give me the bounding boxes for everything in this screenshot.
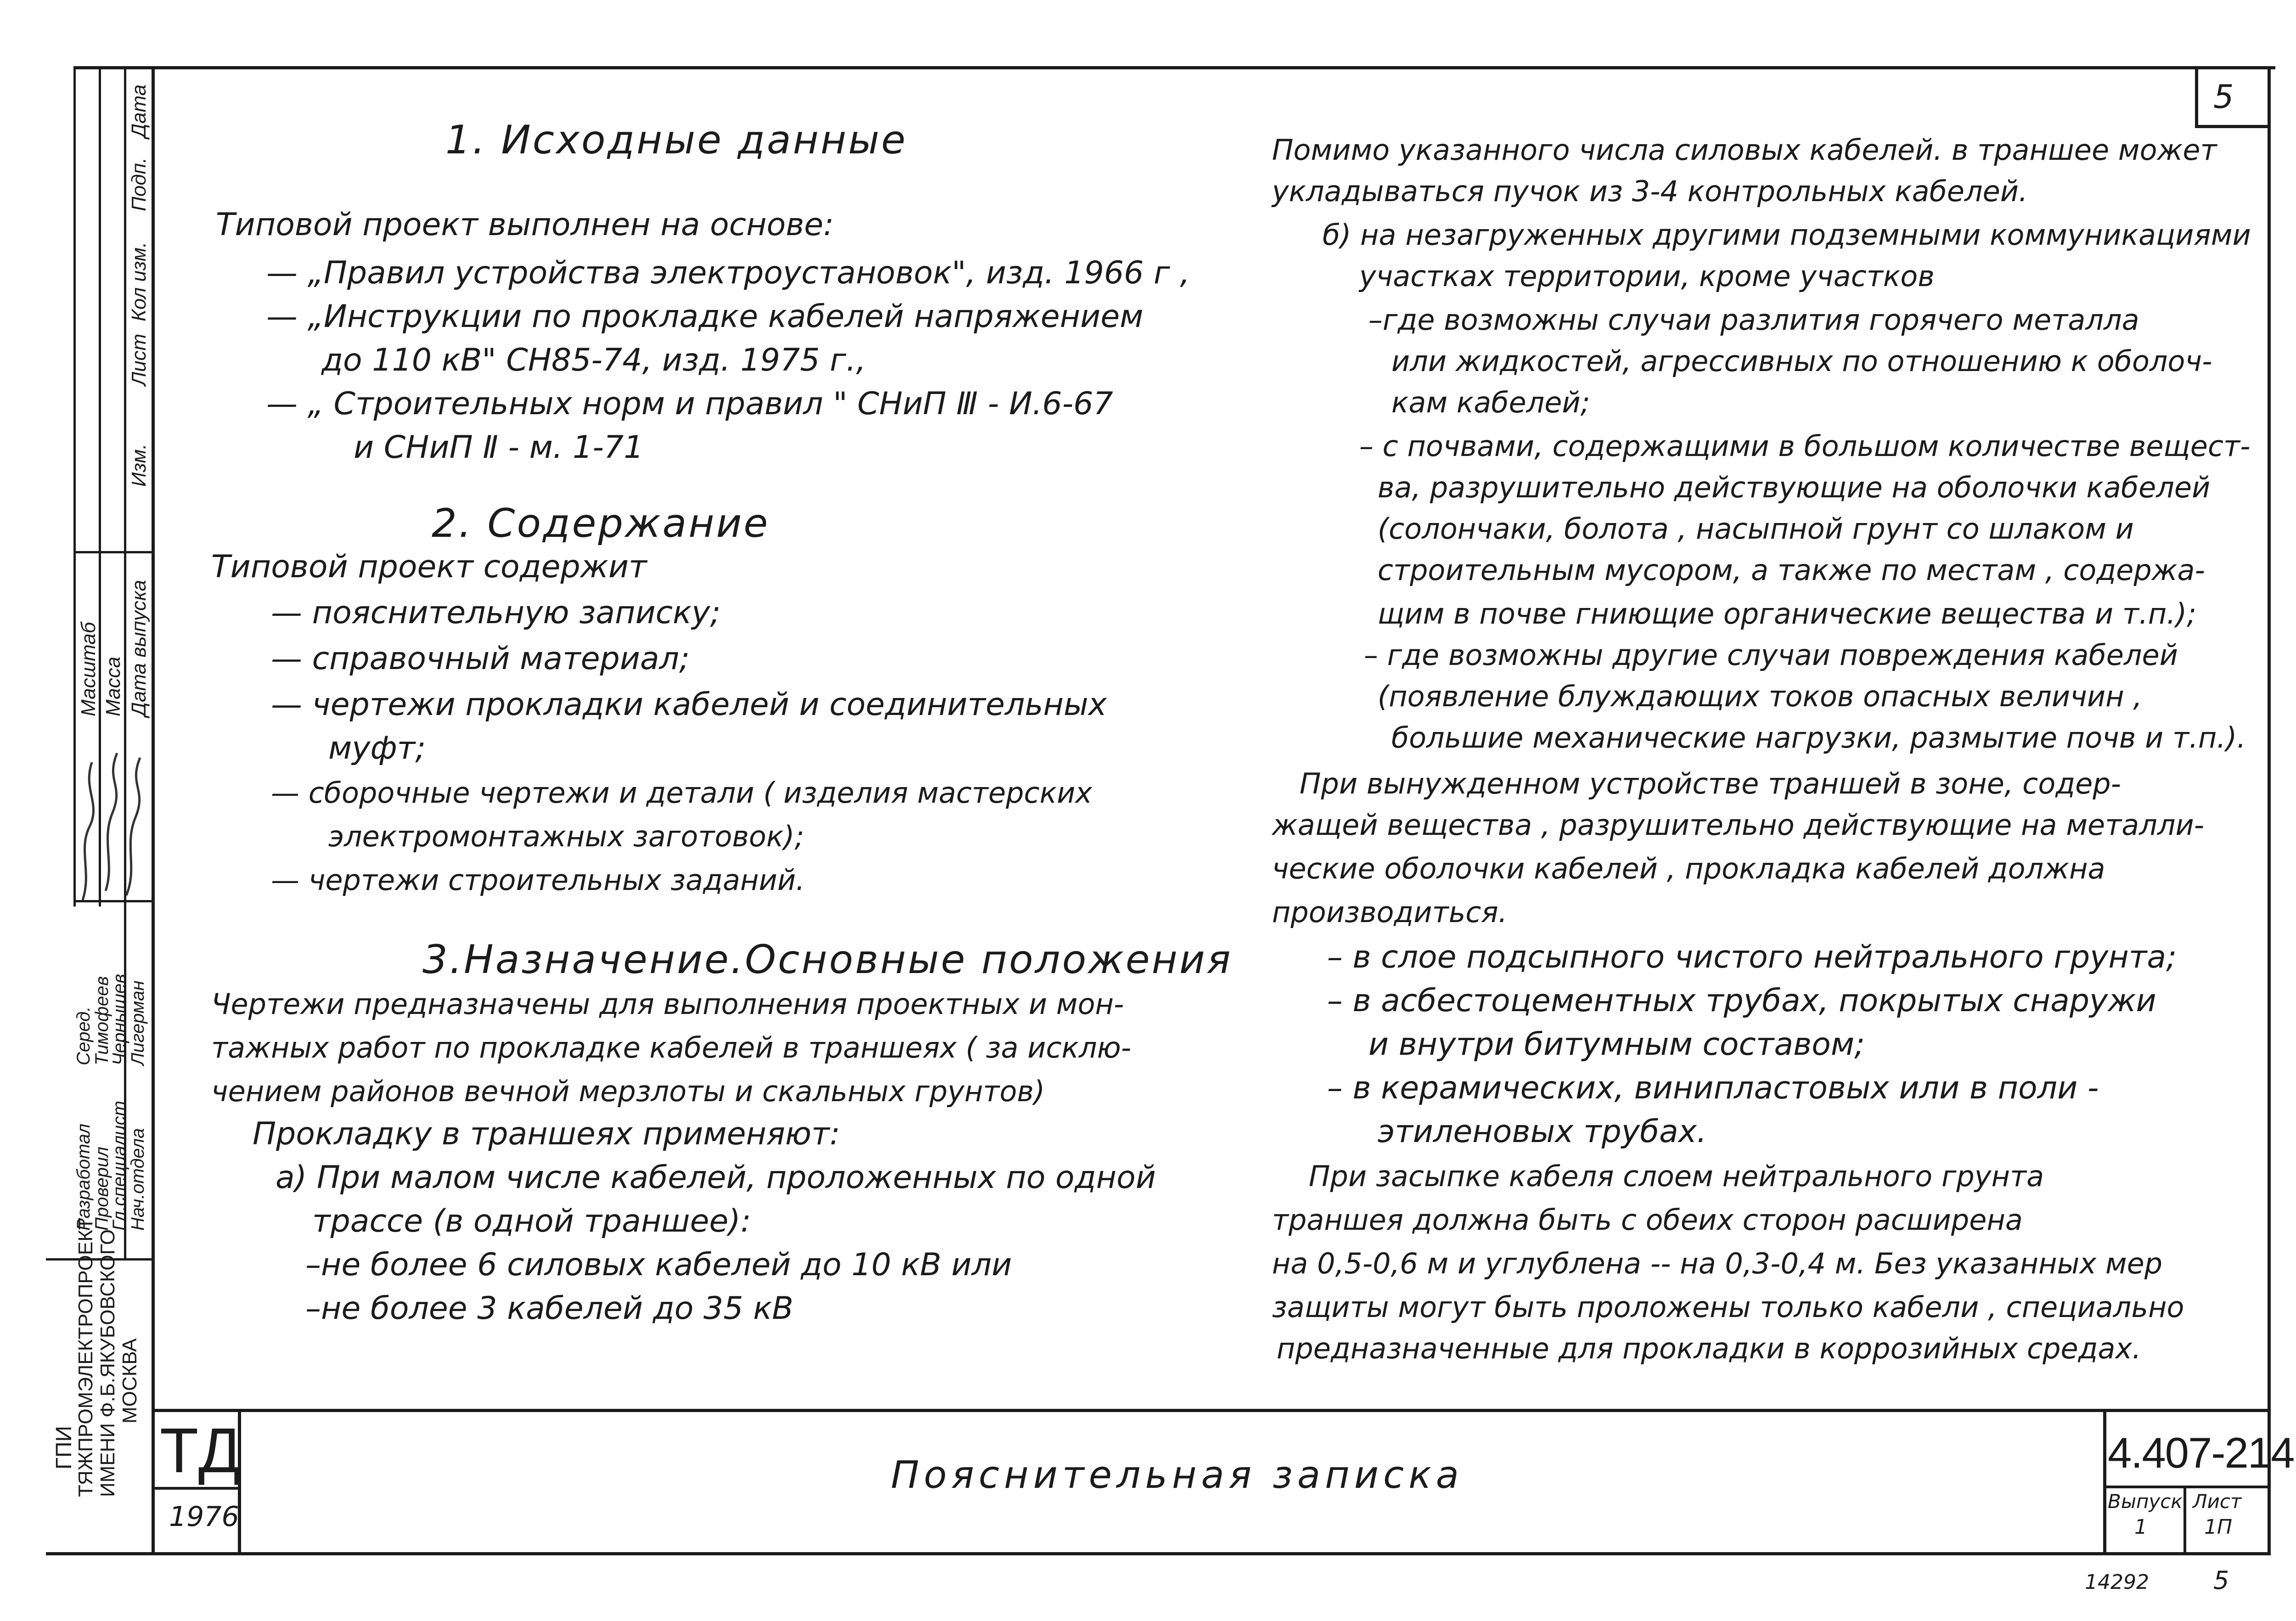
section1-heading: 1. Исходные данные <box>445 117 907 163</box>
section1-item-5: и СНиП Ⅱ - м. 1-71 <box>354 429 644 466</box>
year-label: 1976 <box>169 1501 239 1533</box>
right-line-20: – в слое подсыпного чистого нейтрального грунта; <box>1327 939 2177 975</box>
org-line-1: ГПИ <box>52 1426 76 1469</box>
rev-col-data: Дата <box>128 84 150 138</box>
right-line-7: кам кабелей; <box>1391 386 1590 419</box>
right-line-18: ческие оболочки кабелей , прокладка кабелей должна <box>1272 852 2105 885</box>
rev-col-list: Лист <box>128 333 150 386</box>
section2-item-2: — справочный материал; <box>271 641 690 677</box>
code-box-divider <box>2103 1486 2271 1488</box>
role-chief-spec: Гл.специалист <box>109 1101 129 1231</box>
right-line-29: предназначенные для прокладки в коррозийных средах. <box>1277 1332 2141 1365</box>
section1-item-4: — „ Строительных норм и правил " СНиП Ⅲ - И.6-67 <box>266 386 1114 422</box>
section3-line-8: –не более 3 кабелей до 35 кВ <box>305 1290 793 1327</box>
org-line-2: ТЯЖПРОМЭЛЕКТРОПРОЕКТ <box>74 1217 97 1497</box>
section3-line-4: Прокладку в траншеях применяют: <box>253 1116 840 1152</box>
right-line-15: большие механические нагрузки, размытие почв и т.п.). <box>1391 721 2246 754</box>
archive-number: 14292 <box>2085 1570 2149 1594</box>
section1-item-2: — „Инструкции по прокладке кабелей напряжением <box>266 298 1143 335</box>
right-line-10: (солончаки, болота , насыпной грунт со шлаком и <box>1378 512 2134 546</box>
meta-release-date: Дата выпуска <box>128 580 150 716</box>
right-line-6: или жидкостей, агрессивных по отношению к оболоч- <box>1391 344 2212 378</box>
issue-value: 1 <box>2134 1515 2147 1539</box>
frame-inner-left-line <box>152 66 155 1555</box>
right-line-22: и внутри битумным составом; <box>1368 1026 1865 1063</box>
right-line-17: жащей вещества , разрушительно действующие на металли- <box>1272 808 2205 842</box>
right-line-14: (появление блуждающих токов опасных величин , <box>1378 680 2143 713</box>
section2-intro: Типовой проект содержит <box>211 549 647 585</box>
section3-line-7: –не более 6 силовых кабелей до 10 кВ или <box>305 1247 1012 1283</box>
rev-col-izm: Изм. <box>128 444 150 487</box>
section3-line-6: трассе (в одной траншее): <box>312 1203 751 1239</box>
footer-page: 5 <box>2213 1566 2229 1595</box>
right-line-8: – с почвами, содержащими в большом количестве вещест- <box>1359 429 2251 463</box>
right-line-3: б) на незагруженных другими подземными коммуникациями <box>1322 218 2251 252</box>
rev-col-podp: Подп. <box>128 157 150 211</box>
section2-item-1: — пояснительную записку; <box>271 595 721 631</box>
issue-sheet-divider <box>2183 1486 2186 1555</box>
frame-bottom-line <box>46 1552 2271 1555</box>
title-block-top-line <box>152 1409 2271 1412</box>
document-title: Пояснительная записка <box>891 1453 1463 1497</box>
right-line-19: производиться. <box>1272 895 1508 929</box>
role-head-dept: Нач.отдела <box>128 1128 148 1231</box>
section3-line-1: Чертежи предназначены для выполнения проектных и мон- <box>211 987 1124 1021</box>
right-line-12: щим в почве гниющие органические вещества и т.п.); <box>1378 597 2197 630</box>
right-line-9: ва, разрушительно действующие на оболочки кабелей <box>1378 471 2211 504</box>
right-line-21: – в асбестоцементных трубах, покрытых снаружи <box>1327 983 2156 1019</box>
section3-line-5: а) При малом числе кабелей, проложенных по одной <box>276 1159 1156 1196</box>
section2-item-6: электромонтажных заготовок); <box>328 820 805 853</box>
td-label: ТД <box>160 1415 243 1486</box>
right-line-11: строительным мусором, а также по местам , содержа- <box>1378 553 2205 587</box>
rev-col-kol: Кол изм. <box>128 242 150 321</box>
document-code: 4.407-214 <box>2108 1429 2294 1477</box>
name-checker: Тимофеев <box>92 976 112 1065</box>
role-checker: Проверил <box>92 1147 112 1231</box>
meta-mass: Масса <box>102 656 124 716</box>
right-line-2: укладываться пучок из 3-4 контрольных кабелей. <box>1272 174 2028 208</box>
right-line-27: на 0,5-0,6 м и углублена -- на 0,3-0,4 м. Без указанных мер <box>1272 1247 2163 1280</box>
sheet-label: Лист <box>2193 1490 2242 1513</box>
name-head-dept: Лигерман <box>128 980 148 1065</box>
right-line-4: участках территории, кроме участков <box>1359 259 1935 293</box>
section1-item-1: — „Правил устройства электроустановок", изд. 1966 г , <box>266 255 1190 291</box>
role-developer: Разработал <box>73 1123 94 1231</box>
section1-item-3: до 110 кВ" СН85-74, изд. 1975 г., <box>321 342 866 378</box>
right-line-1: Помимо указанного числа силовых кабелей. в траншее может <box>1272 133 2217 167</box>
sheet-number: 5 <box>2213 78 2234 116</box>
section3-line-2: тажных работ по прокладке кабелей в траншеях ( за исклю- <box>211 1031 1131 1064</box>
right-line-26: траншея должна быть с обеих сторон расширена <box>1272 1203 2023 1237</box>
section2-item-3: — чертежи прокладки кабелей и соединительных <box>271 687 1107 723</box>
code-box-left <box>2103 1409 2106 1555</box>
right-line-13: – где возможны другие случаи повреждения кабелей <box>1364 638 2178 672</box>
right-line-16: При вынужденном устройстве траншей в зоне, содер- <box>1300 767 2122 800</box>
section2-item-5: — сборочные чертежи и детали ( изделия мастерских <box>271 776 1092 810</box>
meta-scale: Масштаб <box>77 622 100 716</box>
section2-heading: 2. Содержание <box>432 501 770 546</box>
section2-item-4: муфт; <box>328 730 426 766</box>
sheet-value: 1П <box>2204 1515 2233 1539</box>
issue-label: Выпуск <box>2108 1490 2183 1513</box>
stamp-mid-divider <box>73 551 154 553</box>
section2-item-7: — чертежи строительных заданий. <box>271 863 805 897</box>
frame-right-line <box>2268 124 2271 1555</box>
name-chief-spec: Чернышев <box>109 974 129 1065</box>
section1-intro: Типовой проект выполнен на основе: <box>216 207 834 243</box>
org-line-3: ИМЕНИ Ф.Б.ЯКУБОВСКОГО <box>96 1229 119 1497</box>
org-line-4: МОСКВА <box>118 1338 141 1424</box>
section3-line-3: чением районов вечной мерзлоты и скальных грунтов) <box>211 1075 1045 1108</box>
section3-heading: 3.Назначение.Основные положения <box>422 937 1232 983</box>
right-line-25: При засыпке кабеля слоем нейтрального грунта <box>1309 1159 2044 1193</box>
frame-top-line <box>73 66 2275 69</box>
right-line-24: этиленовых трубах. <box>1378 1114 1707 1150</box>
right-line-23: – в керамических, винипластовых или в поли - <box>1327 1070 2099 1106</box>
right-line-5: –где возможны случаи разлития горячего металла <box>1368 303 2139 337</box>
right-line-28: защиты могут быть проложены только кабели , специально <box>1272 1290 2184 1324</box>
name-developer: Серед. <box>73 1006 94 1065</box>
signatures-drawing <box>73 735 152 909</box>
